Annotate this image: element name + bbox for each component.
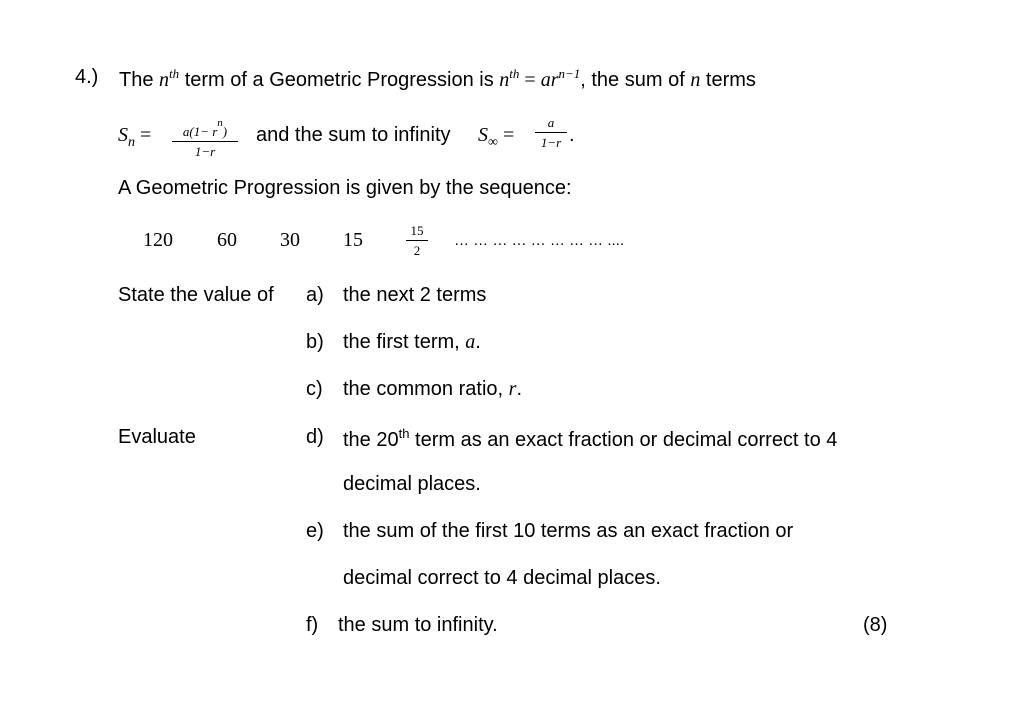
sequence-fraction-term: 15 2 — [406, 224, 428, 258]
part-e-label: e) — [306, 520, 324, 542]
part-b-label: b) — [306, 331, 324, 353]
sum-connector-text: and the sum to infinity — [256, 124, 451, 146]
part-e-text: the sum of the first 10 terms as an exact fraction or — [343, 520, 794, 542]
sequence-term: 15 — [343, 229, 363, 251]
part-e-text-continued: decimal correct to 4 decimal places. — [343, 567, 661, 589]
part-a-label: a) — [306, 284, 324, 306]
sequence-term: 30 — [280, 229, 300, 251]
part-d-text: the 20th term as an exact fraction or decimal correct to 4 — [343, 426, 838, 451]
sequence-label: A Geometric Progression is given by the sequence: — [118, 177, 572, 199]
nth-term-formula: $n^{th} = ar^{n-1}$ — [499, 66, 581, 91]
marks-label: (8) — [863, 614, 888, 636]
question-intro-line — [119, 66, 756, 92]
state-label: State the value of — [118, 284, 274, 306]
intro-text-3: , the sum of — [580, 69, 685, 91]
part-a-text: the next 2 terms — [343, 284, 487, 306]
part-d-text-continued: decimal places. — [343, 473, 481, 495]
sequence-term: 60 — [217, 229, 237, 251]
question-number: 4.) — [75, 66, 99, 88]
part-f-text: the sum to infinity. — [338, 614, 498, 636]
part-c-label: c) — [306, 378, 323, 400]
sum-infinity-lhs: $S_\infty$ = — [478, 124, 515, 150]
intro-text-2: term of a Geometric Progression is — [184, 69, 494, 91]
sum-n-lhs: $S_n$ = — [118, 124, 152, 150]
sum-infinity-end: . — [569, 124, 575, 146]
part-d-label: d) — [306, 426, 324, 448]
sequence-term: 120 — [143, 229, 173, 251]
intro-text-4: terms — [705, 69, 756, 91]
n-variable: n — [690, 69, 701, 91]
sum-infinity-fraction: a 1−r — [535, 116, 567, 150]
part-b-text: the first term, a. — [343, 331, 481, 353]
sequence-ellipsis: … … … … … … … … .... — [454, 232, 625, 249]
intro-text-1: The — [119, 69, 154, 91]
nth-symbol: $n^{th}$ — [159, 66, 180, 91]
part-f-label: f) — [306, 614, 319, 636]
sum-n-fraction: $a(1- r^n)$ 1−r — [172, 116, 238, 159]
part-c-text: the common ratio, r. — [343, 378, 522, 400]
evaluate-label: Evaluate — [118, 426, 196, 448]
